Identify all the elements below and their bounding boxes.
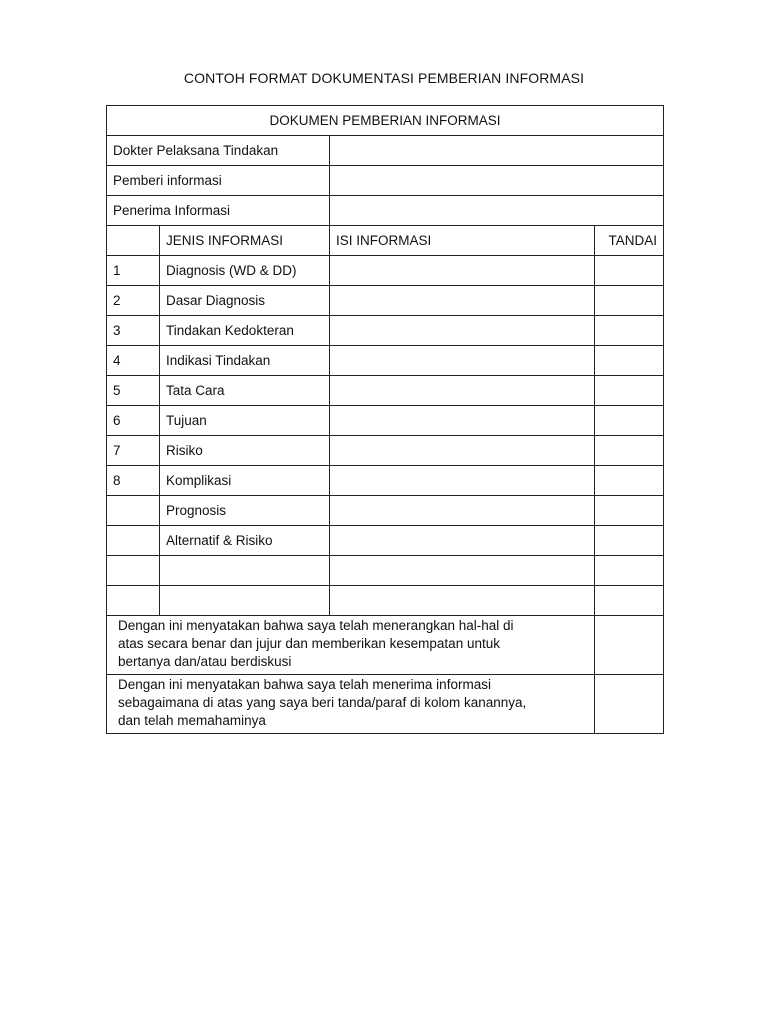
column-header-no bbox=[107, 226, 160, 256]
statement-text bbox=[107, 675, 595, 734]
row-isi-field[interactable] bbox=[330, 256, 595, 286]
info-value-field[interactable] bbox=[330, 166, 664, 196]
row-isi-field[interactable] bbox=[330, 526, 595, 556]
row-jenis: Indikasi Tindakan bbox=[160, 346, 330, 376]
row-tanda-field[interactable] bbox=[595, 286, 664, 316]
table-row bbox=[107, 316, 664, 346]
row-number bbox=[107, 526, 160, 556]
row-isi-field[interactable] bbox=[330, 286, 595, 316]
info-label: Penerima Informasi bbox=[107, 196, 330, 226]
row-jenis: Prognosis bbox=[160, 496, 330, 526]
row-jenis: Risiko bbox=[160, 436, 330, 466]
table-row bbox=[107, 406, 664, 436]
row-number bbox=[107, 556, 160, 586]
row-isi-field[interactable] bbox=[330, 466, 595, 496]
statement-line: bertanya dan/atau berdiskusi bbox=[118, 654, 292, 669]
row-tanda-field[interactable] bbox=[595, 436, 664, 466]
column-header-tanda: TANDAI bbox=[595, 226, 664, 256]
row-tanda-field[interactable] bbox=[595, 256, 664, 286]
info-label: Dokter Pelaksana Tindakan bbox=[107, 136, 330, 166]
table-row bbox=[107, 496, 664, 526]
table-row bbox=[107, 286, 664, 316]
information-documentation-table bbox=[106, 105, 664, 734]
statement-line: Dengan ini menyatakan bahwa saya telah menerangkan hal-hal di bbox=[118, 618, 514, 633]
row-jenis: Dasar Diagnosis bbox=[160, 286, 330, 316]
row-jenis-field[interactable] bbox=[160, 586, 330, 616]
info-value-field[interactable] bbox=[330, 136, 664, 166]
column-header-isi: ISI INFORMASI bbox=[330, 226, 595, 256]
row-jenis: Tujuan bbox=[160, 406, 330, 436]
row-isi-field[interactable] bbox=[330, 316, 595, 346]
statement-row-pemberi bbox=[107, 616, 664, 675]
row-number bbox=[107, 496, 160, 526]
column-header-jenis: JENIS INFORMASI bbox=[160, 226, 330, 256]
table-row bbox=[107, 466, 664, 496]
row-jenis: Tata Cara bbox=[160, 376, 330, 406]
row-isi-field[interactable] bbox=[330, 556, 595, 586]
info-row-penerima-informasi bbox=[107, 196, 664, 226]
row-isi-field[interactable] bbox=[330, 406, 595, 436]
column-header-row bbox=[107, 226, 664, 256]
row-tanda-field[interactable] bbox=[595, 346, 664, 376]
info-row-pemberi-informasi bbox=[107, 166, 664, 196]
row-tanda-field[interactable] bbox=[595, 316, 664, 346]
statement-row-penerima bbox=[107, 675, 664, 734]
row-isi-field[interactable] bbox=[330, 376, 595, 406]
statement-line: Dengan ini menyatakan bahwa saya telah menerima informasi bbox=[118, 677, 491, 692]
row-isi-field[interactable] bbox=[330, 586, 595, 616]
statement-tanda-field[interactable] bbox=[595, 616, 664, 675]
row-number: 1 bbox=[107, 256, 160, 286]
table-row bbox=[107, 346, 664, 376]
row-number: 7 bbox=[107, 436, 160, 466]
row-isi-field[interactable] bbox=[330, 436, 595, 466]
info-label: Pemberi informasi bbox=[107, 166, 330, 196]
row-number: 2 bbox=[107, 286, 160, 316]
row-tanda-field[interactable] bbox=[595, 526, 664, 556]
row-jenis: Diagnosis (WD & DD) bbox=[160, 256, 330, 286]
statement-line: atas secara benar dan jujur dan memberikan kesempatan untuk bbox=[118, 636, 500, 651]
table-heading-row bbox=[107, 106, 664, 136]
statement-line: dan telah memahaminya bbox=[118, 713, 266, 728]
row-tanda-field[interactable] bbox=[595, 406, 664, 436]
table-row bbox=[107, 436, 664, 466]
table-row bbox=[107, 256, 664, 286]
table-heading: DOKUMEN PEMBERIAN INFORMASI bbox=[107, 106, 664, 136]
table-row bbox=[107, 586, 664, 616]
info-row-dokter-pelaksana bbox=[107, 136, 664, 166]
table-row bbox=[107, 526, 664, 556]
row-number: 8 bbox=[107, 466, 160, 496]
row-tanda-field[interactable] bbox=[595, 466, 664, 496]
row-number: 6 bbox=[107, 406, 160, 436]
row-number: 4 bbox=[107, 346, 160, 376]
page-title: CONTOH FORMAT DOKUMENTASI PEMBERIAN INFORMASI bbox=[183, 70, 585, 86]
row-tanda-field[interactable] bbox=[595, 496, 664, 526]
row-jenis: Tindakan Kedokteran bbox=[160, 316, 330, 346]
row-tanda-field[interactable] bbox=[595, 556, 664, 586]
statement-line: sebagaimana di atas yang saya beri tanda/paraf di kolom kanannya, bbox=[118, 695, 527, 710]
row-tanda-field[interactable] bbox=[595, 376, 664, 406]
row-jenis: Komplikasi bbox=[160, 466, 330, 496]
row-number: 5 bbox=[107, 376, 160, 406]
row-jenis: Alternatif & Risiko bbox=[160, 526, 330, 556]
table-row bbox=[107, 376, 664, 406]
row-number: 3 bbox=[107, 316, 160, 346]
row-jenis-field[interactable] bbox=[160, 556, 330, 586]
row-isi-field[interactable] bbox=[330, 346, 595, 376]
row-tanda-field[interactable] bbox=[595, 586, 664, 616]
table-row bbox=[107, 556, 664, 586]
info-value-field[interactable] bbox=[330, 196, 664, 226]
row-isi-field[interactable] bbox=[330, 496, 595, 526]
statement-text bbox=[107, 616, 595, 675]
row-number bbox=[107, 586, 160, 616]
statement-tanda-field[interactable] bbox=[595, 675, 664, 734]
